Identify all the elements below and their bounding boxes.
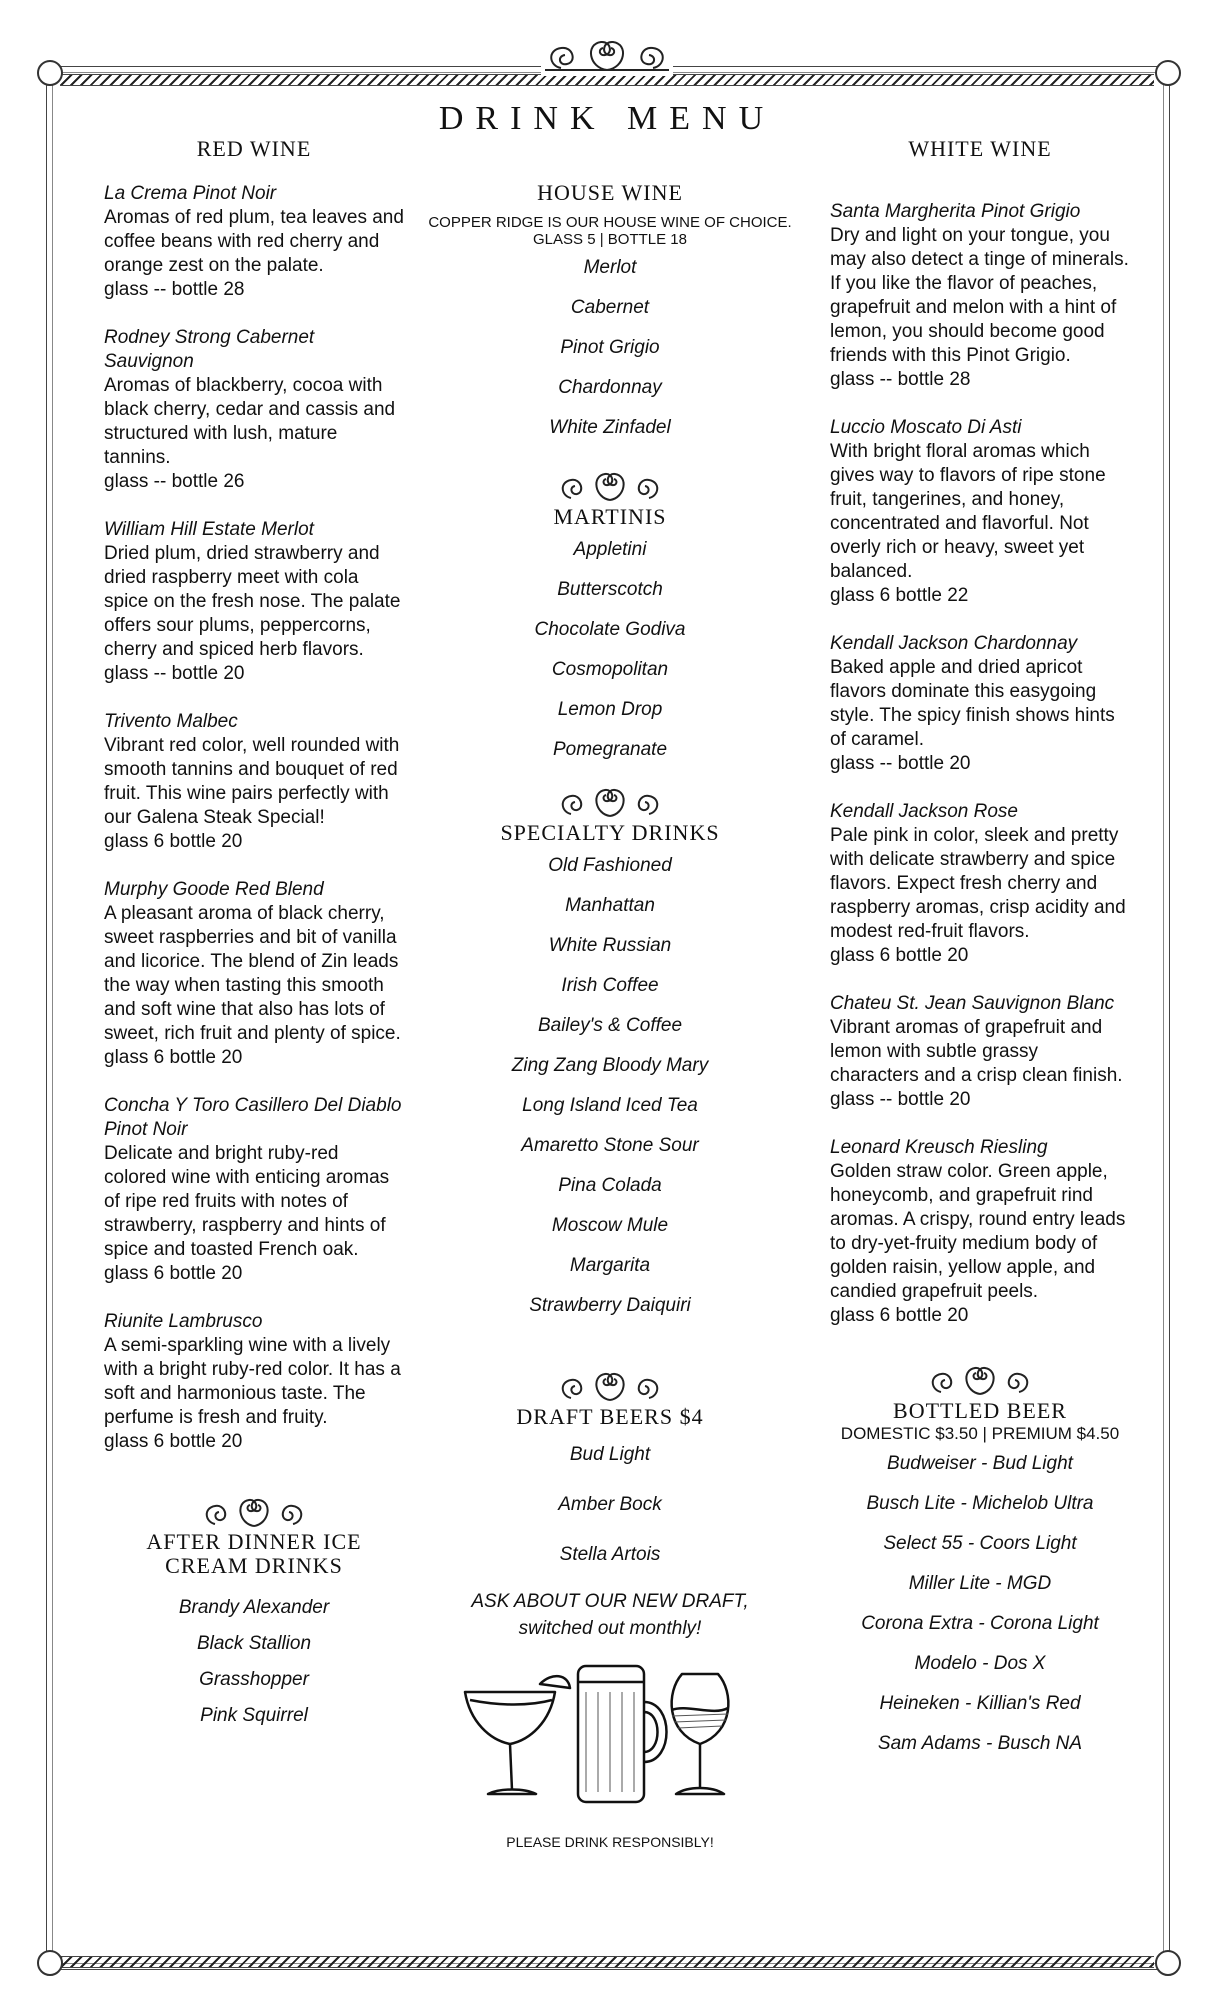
wine-item [104,518,404,686]
flourish-ornament [199,1494,309,1530]
wine-item [104,182,404,302]
wine-description: Golden straw color. Green apple, honeycomb, and grapefruit rind aromas. A crispy, round entry leads to dry-yet-fruity medium body of golden raisin, yellow apple, and candied grapefruit peels. [830,1161,1126,1302]
wine-item [830,800,1130,968]
wine-item [830,992,1130,1112]
wine-name: Trivento Malbec [104,711,238,732]
house-wine-list [420,248,800,448]
white-wine-heading: WHITE WINE [908,136,1052,161]
list-item: Select 55 - Coors Light [883,1533,1077,1554]
list-item: Modelo - Dos X [914,1653,1046,1674]
wine-price: glass 6 bottle 20 [104,1047,243,1068]
flourish-ornament [555,1368,665,1404]
list-item: Sam Adams - Busch NA [877,1733,1083,1754]
list-item: Bailey's & Coffee [537,1015,683,1036]
after-dinner-section [104,1494,404,1734]
center-column [420,180,800,1850]
list-item: Miller Lite - MGD [908,1573,1052,1594]
footer-note: PLEASE DRINK RESPONSIBLY! [506,1834,714,1850]
corner-ornament [37,1950,63,1976]
house-wine-heading: HOUSE WINE [537,180,683,205]
wine-description: Baked apple and dried apricot flavors dominate this easygoing style. The spicy finish shows hints of caramel. [830,657,1115,750]
list-item: White Russian [548,935,672,956]
list-item: Lemon Drop [557,699,663,720]
top-flourish-ornament [541,36,673,76]
list-item: Pinot Grigio [560,337,660,358]
flourish-ornament [925,1362,1035,1398]
after-dinner-list [104,1590,404,1734]
wine-price: glass 6 bottle 20 [830,945,969,966]
bottom-rope-border [60,1956,1154,1968]
wine-item [104,1310,404,1454]
house-wine-note: COPPER RIDGE IS OUR HOUSE WINE OF CHOICE. [428,214,792,231]
list-item: Corona Extra - Corona Light [861,1613,1099,1634]
list-item: Cosmopolitan [551,659,669,680]
wine-name: Kendall Jackson Chardonnay [830,633,1078,654]
wine-name: Chateu St. Jean Sauvignon Blanc [830,993,1115,1014]
wine-price: glass -- bottle 28 [830,369,971,390]
red-wine-column [104,136,404,1734]
list-item: Old Fashioned [548,855,672,876]
list-item: Strawberry Daiquiri [529,1295,691,1316]
wine-description: Vibrant red color, well rounded with smooth tannins and bouquet of red fruit. This wine pairs perfectly with our Galena Steak Special! [104,735,400,828]
wine-name: Leonard Kreusch Riesling [830,1137,1048,1158]
specialty-heading: SPECIALTY DRINKS [500,820,720,845]
list-item: Amber Bock [558,1494,662,1515]
list-item: Pink Squirrel [200,1705,308,1726]
list-item: White Zinfadel [549,417,671,438]
list-item: Budweiser - Bud Light [887,1453,1073,1474]
wine-item [104,710,404,854]
martinis-heading: MARTINIS [553,504,667,529]
bottled-beer-list [830,1444,1130,1764]
list-item: Chocolate Godiva [534,619,686,640]
wine-item [104,1094,404,1286]
list-item: Manhattan [565,895,655,916]
wine-item [830,632,1130,776]
list-item: Merlot [583,257,637,278]
list-item: Pina Colada [558,1175,662,1196]
wine-description: Aromas of blackberry, cocoa with black cherry, cedar and cassis and structured with lush, mature tannins. [104,375,396,468]
flourish-ornament [555,468,665,504]
page-title: DRINK MENU [438,100,776,137]
house-wine-price: GLASS 5 | BOTTLE 18 [533,231,687,248]
martinis-list [420,530,800,770]
bottled-beer-section [830,1362,1130,1764]
white-wine-column [830,136,1130,1764]
wine-price: glass 6 bottle 20 [104,1263,243,1284]
list-item: Brandy Alexander [178,1597,330,1618]
wine-price: glass 6 bottle 20 [104,831,243,852]
wine-name: La Crema Pinot Noir [104,183,277,204]
wine-name: Riunite Lambrusco [104,1311,263,1332]
red-wine-heading: RED WINE [196,136,312,161]
wine-price: glass -- bottle 28 [104,279,245,300]
list-item: Cabernet [570,297,650,318]
wine-description: A semi-sparkling wine with a lively with a bright ruby-red color. It has a soft and harmonious taste. The perfume is fresh and fruity. [104,1335,401,1428]
wine-price: glass 6 bottle 22 [830,585,969,606]
list-item: Butterscotch [557,579,663,600]
wine-name: William Hill Estate Merlot [104,519,314,540]
wine-name: Kendall Jackson Rose [830,801,1018,822]
wine-item [104,878,404,1070]
list-item: Margarita [569,1255,651,1276]
wine-item [104,326,404,494]
wine-description: Dried plum, dried strawberry and dried raspberry meet with cola spice on the fresh nose. The palate offers sour plums, peppercorns, cherry and spiced herb flavors. [104,543,401,660]
list-item: Long Island Iced Tea [522,1095,698,1116]
wine-price: glass -- bottle 20 [830,753,971,774]
wine-price: glass 6 bottle 20 [830,1305,969,1326]
specialty-list [420,846,800,1326]
wine-item [830,200,1130,392]
draft-callout: ASK ABOUT OUR NEW DRAFT, [471,1591,749,1612]
wine-description: Pale pink in color, sleek and pretty with delicate strawberry and spice flavors. Expect fresh cherry and raspberry aromas, crisp acidity and modest red-fruit flavors. [830,825,1126,942]
draft-heading: DRAFT BEERS $4 [516,1404,704,1429]
wine-description: Delicate and bright ruby-red colored wine with enticing aromas of ripe red fruits with notes of strawberry, raspberry and hints of spice and toasted French oak. [104,1143,390,1260]
wine-price: glass -- bottle 20 [104,663,245,684]
list-item: Moscow Mule [551,1215,669,1236]
wine-description: Aromas of red plum, tea leaves and coffee beans with red cherry and orange zest on the palate. [104,207,404,276]
list-item: Zing Zang Bloody Mary [511,1055,709,1076]
wine-name: Murphy Goode Red Blend [104,879,324,900]
after-dinner-heading: AFTER DINNER ICE CREAM DRINKS [146,1529,362,1578]
list-item: Chardonnay [558,377,662,398]
wine-description: A pleasant aroma of black cherry, sweet raspberries and bit of vanilla and licorice. The blend of Zin leads the way when tasting this smooth and soft wine that also has lots of sweet, rich fruit and plenty of spice. [104,903,401,1044]
list-item: Stella Artois [559,1544,661,1565]
corner-ornament [37,60,63,86]
wine-name: Santa Margherita Pinot Grigio [830,201,1081,222]
list-item: Amaretto Stone Sour [521,1135,699,1156]
bottled-beer-heading: BOTTLED BEER [893,1398,1067,1423]
wine-description: Dry and light on your tongue, you may also detect a tinge of minerals. If you like the flavor of peaches, grapefruit and melon with a hint of lemon, you should become good friends with this Pinot Grigio. [830,225,1129,366]
wine-description: Vibrant aromas of grapefruit and lemon with subtle grassy characters and a crisp clean finish. [830,1017,1123,1086]
wine-item [830,1136,1130,1328]
flourish-ornament [555,784,665,820]
wine-price: glass -- bottle 26 [104,471,245,492]
list-item: Grasshopper [199,1669,309,1690]
wine-price: glass -- bottle 20 [830,1089,971,1110]
draft-callout-sub: switched out monthly! [518,1618,702,1639]
drinks-illustration [460,1652,760,1812]
bottled-beer-prices: DOMESTIC $3.50 | PREMIUM $4.50 [840,1424,1120,1443]
wine-name: Concha Y Toro Casillero Del Diablo Pinot Noir [104,1095,402,1140]
list-item: Pomegranate [552,739,668,760]
corner-ornament [1155,60,1181,86]
list-item: Busch Lite - Michelob Ultra [866,1493,1094,1514]
wine-price: glass 6 bottle 20 [104,1431,243,1452]
list-item: Appletini [573,539,647,560]
list-item: Heineken - Killian's Red [879,1693,1081,1714]
wine-name: Rodney Strong Cabernet Sauvignon [104,327,315,372]
wine-name: Luccio Moscato Di Asti [830,417,1022,438]
list-item: Black Stallion [196,1633,312,1654]
corner-ornament [1155,1950,1181,1976]
wine-item [830,416,1130,608]
list-item: Bud Light [569,1444,651,1465]
list-item: Irish Coffee [561,975,659,996]
wine-description: With bright floral aromas which gives way to flavors of ripe stone fruit, tangerines, and honey, concentrated and flavorful. Not overly rich or heavy, sweet yet balanced. [830,441,1106,582]
draft-list [420,1430,800,1580]
